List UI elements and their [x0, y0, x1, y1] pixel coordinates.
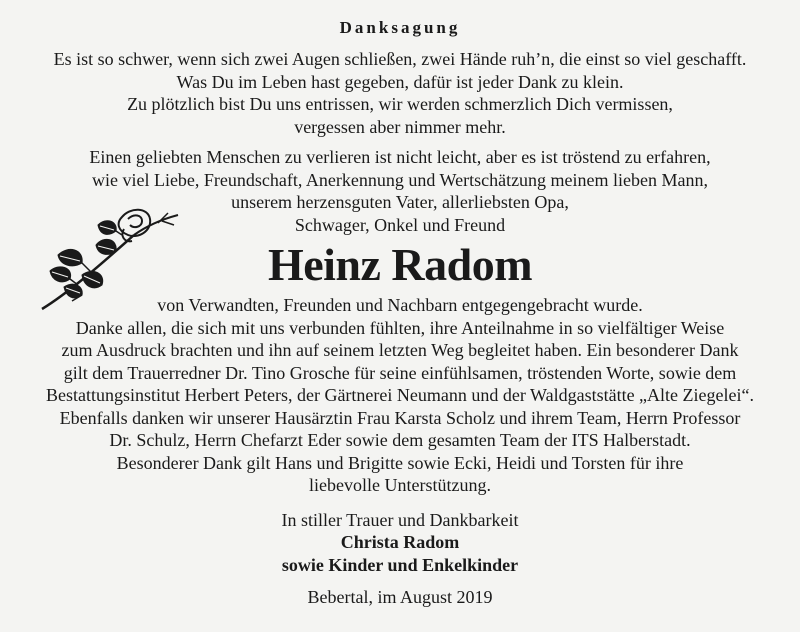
signature-name: Christa Radom	[340, 532, 460, 552]
poem-line: Zu plötzlich bist Du uns entrissen, wir werden schmerzlich Dich vermissen,	[127, 94, 673, 114]
intro-line: wie viel Liebe, Freundschaft, Anerkennung und Wertschätzung meinem lieben Mann,	[91, 169, 709, 190]
signature	[0, 509, 800, 577]
intro-line: Einen geliebten Menschen zu verlieren ist nicht leicht, aber es ist tröstend zu erfahren,	[89, 147, 711, 167]
body-line: Bestattungsinstitut Herbert Peters, der Gärtnerei Neumann und der Waldgaststätte „Alte Ziegelei“.	[46, 385, 754, 405]
body-line: Dr. Schulz, Herrn Chefarzt Eder sowie dem gesamten Team der ITS Halberstadt.	[109, 430, 691, 450]
signature-line: In stiller Trauer und Dankbarkeit	[281, 509, 519, 530]
body-line: liebevolle Unterstützung.	[309, 475, 491, 495]
intro-line: unserem herzensguten Vater, allerliebsten Opa,	[231, 192, 569, 212]
intro-line: Schwager, Onkel und Freund	[294, 214, 506, 235]
poem-line: Was Du im Leben hast gegeben, dafür ist jeder Dank zu klein.	[176, 71, 624, 92]
body-line: von Verwandten, Freunden und Nachbarn entgegengebracht wurde.	[157, 295, 643, 315]
signature-family: sowie Kinder und Enkelkinder	[281, 554, 519, 575]
body-text	[0, 294, 800, 497]
body-line: gilt dem Trauerredner Dr. Tino Grosche für seine einfühlsamen, tröstenden Worte, sowie dem	[63, 362, 737, 383]
rose-icon	[38, 205, 188, 313]
body-line: zum Ausdruck brachten und ihn auf seinem letzten Weg begleitet haben. Ein besonderer Dank	[61, 340, 739, 360]
body-line: Besonderer Dank gilt Hans und Brigitte sowie Ecki, Heidi und Torsten für ihre	[116, 452, 684, 473]
place-date: Bebertal, im August 2019	[307, 587, 493, 607]
poem-line: Es ist so schwer, wenn sich zwei Augen schließen, zwei Hände ruh’n, die einst so viel geschafft.	[53, 49, 747, 69]
body-line: Danke allen, die sich mit uns verbunden fühlten, ihre Anteilnahme in so vielfältiger Weise	[75, 317, 725, 338]
heading: Danksagung	[339, 18, 461, 37]
deceased-name: Heinz Radom	[267, 239, 533, 290]
poem	[0, 48, 800, 138]
body-line: Ebenfalls danken wir unserer Hausärztin Frau Karsta Scholz und ihrem Team, Herrn Professor	[59, 407, 741, 428]
poem-line: vergessen aber nimmer mehr.	[294, 116, 506, 137]
